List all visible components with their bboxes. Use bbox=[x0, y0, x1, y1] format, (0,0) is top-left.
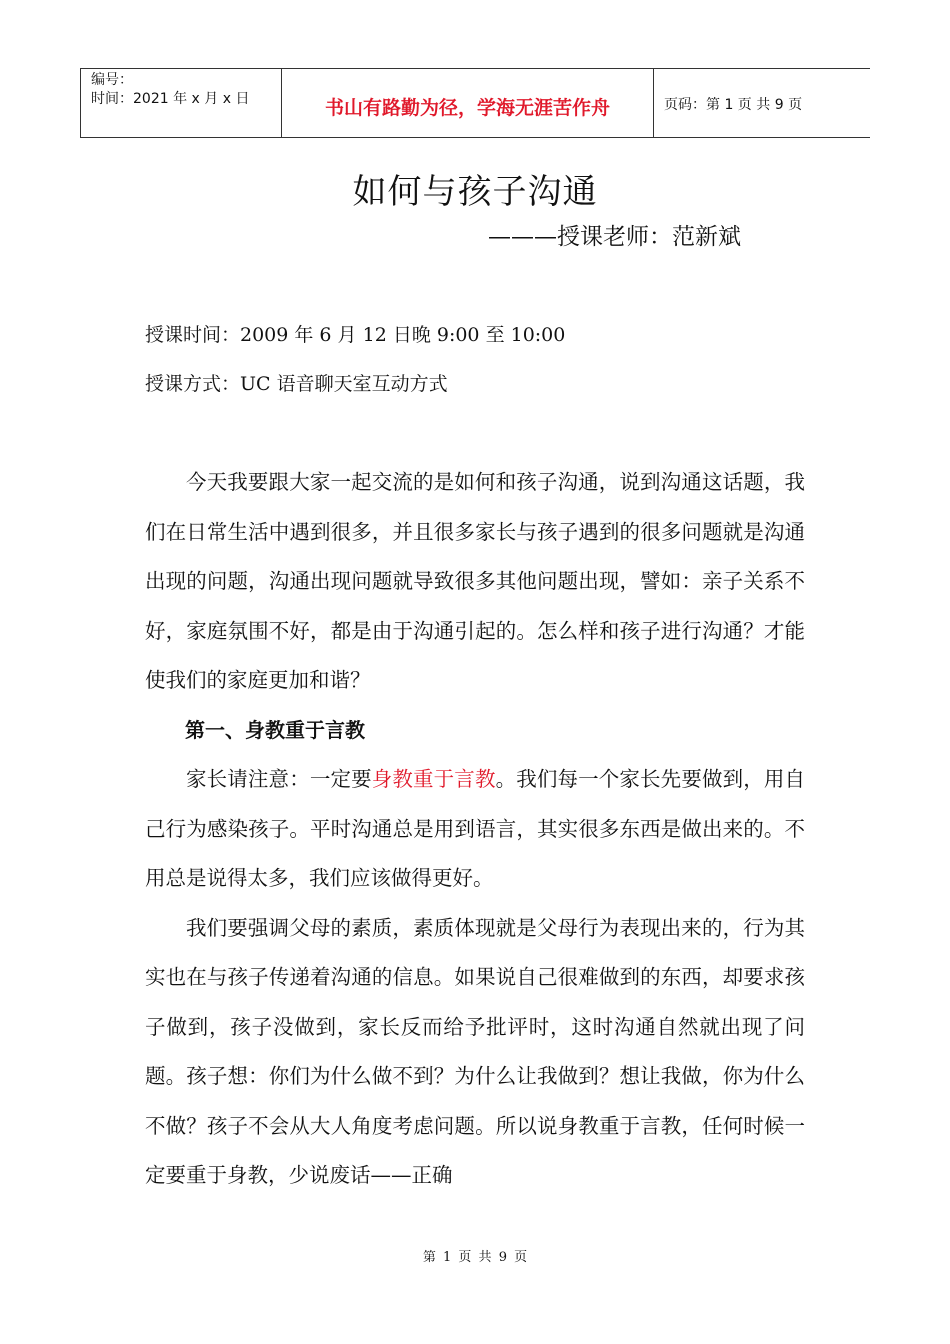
time-label: 时间：2021 年 x 月 x 日 bbox=[91, 91, 250, 107]
header-page-info: 页码：第 1 页 共 9 页 bbox=[664, 97, 803, 113]
highlight-text: 身教重于言教 bbox=[371, 767, 496, 791]
doc-subtitle: ———授课老师：范新斌 bbox=[488, 224, 741, 250]
code-label: 编号： bbox=[91, 72, 133, 88]
paragraph-2-post: 。我们每一个家长先要做到，用自己行为感染孩子。平时沟通总是用到语言，其实很多东西是做出来的。不用总是说得太多，我们应该做得更好。 bbox=[145, 767, 806, 890]
lecture-time: 授课时间：2009 年 6 月 12 日晚 9:00 至 10:00 bbox=[145, 324, 566, 346]
header-motto: 书山有路勤为径，学海无涯苦作舟 bbox=[282, 69, 654, 137]
paragraph-intro: 今天我要跟大家一起交流的是如何和孩子沟通，说到沟通这话题，我们在日常生活中遇到很多，并且很多家长与孩子遇到的很多问题就是沟通出现的问题，沟通出现问题就导致很多其他问题出现，譬如：亲子关系不好，家庭氛围不好，都是由于沟通引起的。怎么样和孩子进行沟通？才能使我们的家庭更加和谐？ bbox=[145, 470, 805, 692]
doc-title: 如何与孩子沟通 bbox=[352, 172, 598, 212]
page-footer: 第 1 页 共 9 页 bbox=[422, 1250, 528, 1265]
paragraph-2 bbox=[145, 755, 805, 904]
section-heading-1: 第一、身教重于言教 bbox=[185, 717, 365, 742]
lecture-method: 授课方式：UC 语音聊天室互动方式 bbox=[145, 373, 448, 395]
doc-body bbox=[145, 458, 805, 1201]
paragraph-3: 我们要强调父母的素质，素质体现就是父母行为表现出来的，行为其实也在与孩子传递着沟通的信息。如果说自己很难做到的东西，却要求孩子做到，孩子没做到，家长反而给予批评时，这时沟通自然就出现了问题。孩子想：你们为什么做不到？为什么让我做到？想让我做，你为什么不做？孩子不会从大人角度考虑问题。所以说身教重于言教，任何时候一定要重于身教，少说废话——正确 bbox=[145, 915, 805, 1187]
header-table bbox=[80, 68, 870, 138]
header-meta-cell bbox=[80, 69, 282, 137]
paragraph-2-pre: 家长请注意：一定要 bbox=[186, 767, 372, 791]
